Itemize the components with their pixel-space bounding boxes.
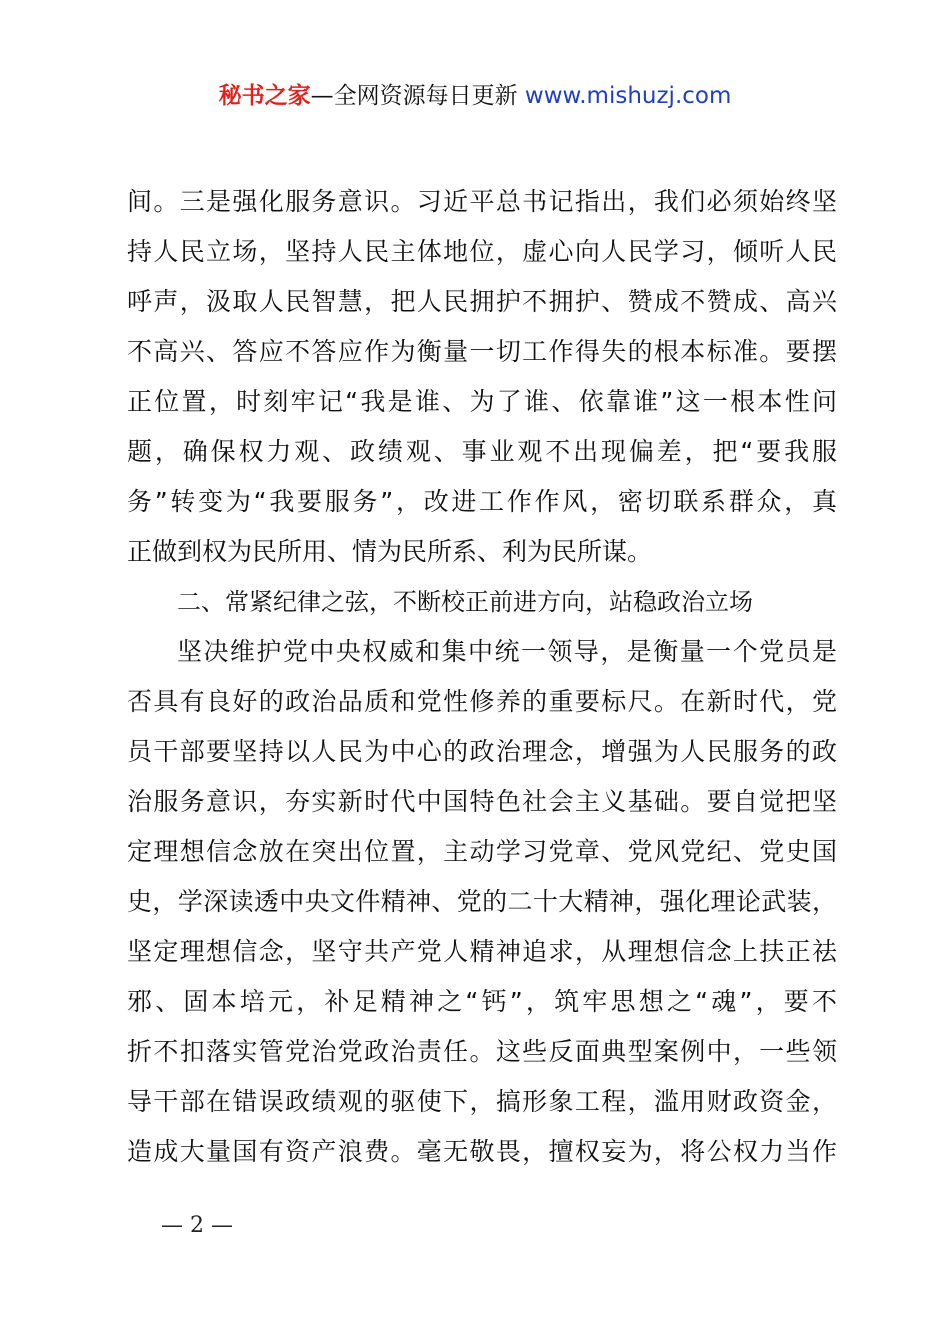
text-line: 坚决维护党中央权威和集中统一领导，是衡量一个党员是 — [177, 637, 837, 666]
page-header — [0, 80, 950, 112]
page-number: — 2 — — [161, 1213, 233, 1238]
text-line: 持人民立场，坚持人民主体地位，虚心向人民学习，倾听人民 — [127, 237, 837, 266]
text-line: 造成大量国有资产浪费。毫无敬畏，擅权妄为，将公权力当作 — [127, 1137, 837, 1166]
section-heading: 二、常紧纪律之弦，不断校正前进方向，站稳政治立场 — [177, 588, 753, 616]
text-line: 坚定理想信念，坚守共产党人精神追求，从理想信念上扶正祛 — [127, 937, 837, 966]
text-line: 治服务意识，夯实新时代中国特色社会主义基础。要自觉把坚 — [127, 787, 837, 816]
text-line: 史，学深读透中央文件精神、党的二十大精神，强化理论武装， — [127, 887, 837, 916]
text-line: 导干部在错误政绩观的驱使下，搞形象工程，滥用财政资金， — [127, 1087, 837, 1116]
text-line: 折不扣落实管党治党政治责任。这些反面典型案例中，一些领 — [127, 1037, 837, 1066]
text-line: 否具有良好的政治品质和党性修养的重要标尺。在新时代，党 — [127, 687, 837, 716]
text-line: 题，确保权力观、政绩观、事业观不出现偏差，把“要我服 — [127, 437, 837, 466]
text-line: 间。三是强化服务意识。习近平总书记指出，我们必须始终坚 — [127, 187, 837, 216]
text-line: 务”转变为“我要服务”，改进工作作风，密切联系群众，真 — [127, 487, 837, 516]
text-line: 呼声，汲取人民智慧，把人民拥护不拥护、赞成不赞成、高兴 — [127, 287, 837, 316]
site-url-link[interactable]: www.mishuzj.com — [524, 83, 732, 109]
header-tagline: —全网资源每日更新 — [310, 83, 525, 109]
text-line: 正做到权为民所用、情为民所系、利为民所谋。 — [127, 537, 653, 566]
text-line: 邪、固本培元，补足精神之“钙”，筑牢思想之“魂”，要不 — [127, 987, 837, 1016]
text-line: 定理想信念放在突出位置，主动学习党章、党风党纪、党史国 — [127, 837, 837, 866]
text-line: 不高兴、答应不答应作为衡量一切工作得失的根本标准。要摆 — [127, 337, 837, 366]
brand-name: 秘书之家 — [218, 83, 311, 109]
text-line: 正位置，时刻牢记“我是谁、为了谁、依靠谁”这一根本性问 — [127, 387, 837, 416]
document-body — [127, 177, 837, 1177]
text-line: 员干部要坚持以人民为中心的政治理念，增强为人民服务的政 — [127, 737, 837, 766]
